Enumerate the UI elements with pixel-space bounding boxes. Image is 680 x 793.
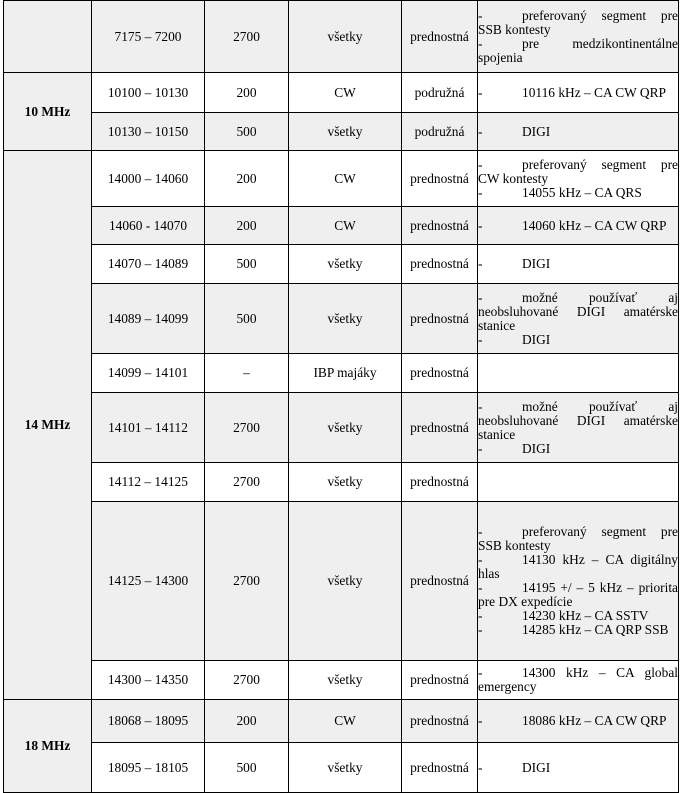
note-text: pre medzikontinentálne spojenia bbox=[478, 35, 678, 65]
bullet-dash: - bbox=[478, 123, 483, 139]
frequency-range-cell: 7175 – 7200 bbox=[92, 1, 205, 73]
note-text: možné používať aj neobsluhované DIGI amatérske stanice bbox=[478, 289, 678, 333]
note-item bbox=[478, 333, 678, 347]
table-row bbox=[4, 743, 679, 793]
band-label-cell bbox=[4, 1, 92, 73]
table-row bbox=[4, 661, 679, 700]
priority-cell: prednostná bbox=[402, 463, 478, 502]
note-text: 18086 kHz – CA CW QRP bbox=[522, 713, 667, 728]
bullet-dash: - bbox=[478, 84, 483, 100]
note-item bbox=[478, 581, 678, 609]
mode-cell: všetky bbox=[289, 245, 402, 284]
note-text: 14130 kHz – CA digitálny hlas bbox=[478, 552, 678, 581]
priority-cell: prednostná bbox=[402, 393, 478, 463]
note-item bbox=[478, 125, 678, 139]
frequency-range-cell: 14112 – 14125 bbox=[92, 463, 205, 502]
frequency-range-cell: 14101 – 14112 bbox=[92, 393, 205, 463]
bandwidth-cell: 2700 bbox=[205, 393, 289, 463]
mode-cell: všetky bbox=[289, 113, 402, 151]
bandwidth-cell: 200 bbox=[205, 700, 289, 743]
frequency-range-cell: 14300 – 14350 bbox=[92, 661, 205, 700]
bullet-dash: - bbox=[478, 713, 483, 728]
note-text: 14230 kHz – CA SSTV bbox=[522, 608, 649, 623]
priority-cell: prednostná bbox=[402, 207, 478, 245]
note-item bbox=[478, 9, 678, 37]
table-row bbox=[4, 354, 679, 393]
notes-cell bbox=[478, 284, 679, 354]
note-item bbox=[478, 86, 678, 100]
table-row bbox=[4, 393, 679, 463]
note-text: preferovaný segment pre CW kontesty bbox=[478, 156, 678, 186]
mode-cell: všetky bbox=[289, 1, 402, 73]
bandwidth-cell: 500 bbox=[205, 113, 289, 151]
note-text: 10116 kHz – CA CW QRP bbox=[522, 84, 666, 100]
table-row bbox=[4, 245, 679, 284]
bullet-dash: - bbox=[478, 580, 483, 595]
bandwidth-cell: 2700 bbox=[205, 661, 289, 700]
note-item bbox=[478, 525, 678, 553]
bandwidth-cell: 500 bbox=[205, 743, 289, 793]
note-text: 14060 kHz – CA CW QRP bbox=[522, 217, 667, 233]
note-item bbox=[478, 257, 678, 271]
priority-cell: prednostná bbox=[402, 245, 478, 284]
bandwidth-cell: 200 bbox=[205, 207, 289, 245]
notes-cell bbox=[478, 743, 679, 793]
table-row bbox=[4, 113, 679, 151]
frequency-range-cell: 14000 – 14060 bbox=[92, 151, 205, 207]
band-label-cell: 14 MHz bbox=[4, 151, 92, 700]
note-item bbox=[478, 609, 678, 623]
note-item bbox=[478, 37, 678, 65]
notes-cell bbox=[478, 245, 679, 284]
notes-cell bbox=[478, 661, 679, 700]
note-item bbox=[478, 291, 678, 333]
bandwidth-cell: 500 bbox=[205, 284, 289, 354]
bullet-dash: - bbox=[478, 7, 483, 23]
notes-cell bbox=[478, 207, 679, 245]
notes-cell bbox=[478, 151, 679, 207]
note-item bbox=[478, 623, 678, 637]
frequency-range-cell: 14060 - 14070 bbox=[92, 207, 205, 245]
bandwidth-cell: 2700 bbox=[205, 1, 289, 73]
frequency-range-cell: 14125 – 14300 bbox=[92, 502, 205, 661]
bandwidth-cell: 200 bbox=[205, 73, 289, 113]
note-text: 14285 kHz – CA QRP SSB bbox=[522, 622, 669, 637]
bandwidth-cell: 500 bbox=[205, 245, 289, 284]
priority-cell: prednostná bbox=[402, 284, 478, 354]
note-text: 14195 +/ – 5 kHz – priorita pre DX expedície bbox=[478, 580, 678, 609]
bullet-dash: - bbox=[478, 398, 483, 414]
note-text: DIGI bbox=[522, 256, 551, 271]
note-text: preferovaný segment pre SSB kontesty bbox=[478, 7, 678, 37]
bullet-dash: - bbox=[478, 35, 483, 51]
notes-cell bbox=[478, 463, 679, 502]
note-item bbox=[478, 761, 678, 775]
note-text: DIGI bbox=[522, 331, 551, 347]
bullet-dash: - bbox=[478, 289, 483, 305]
bullet-dash: - bbox=[478, 622, 483, 637]
mode-cell: IBP majáky bbox=[289, 354, 402, 393]
note-text: DIGI bbox=[522, 759, 551, 775]
priority-cell: prednostná bbox=[402, 354, 478, 393]
notes-cell bbox=[478, 502, 679, 661]
notes-cell bbox=[478, 354, 679, 393]
bandwidth-cell: – bbox=[205, 354, 289, 393]
table-row bbox=[4, 463, 679, 502]
mode-cell: všetky bbox=[289, 661, 402, 700]
priority-cell: prednostná bbox=[402, 1, 478, 73]
bullet-dash: - bbox=[478, 331, 483, 347]
bullet-dash: - bbox=[478, 524, 483, 539]
priority-cell: prednostná bbox=[402, 743, 478, 793]
bandwidth-cell: 2700 bbox=[205, 502, 289, 661]
priority-cell: podružná bbox=[402, 73, 478, 113]
band-label-cell: 10 MHz bbox=[4, 73, 92, 151]
note-item bbox=[478, 442, 678, 456]
note-text: 14055 kHz – CA QRS bbox=[522, 184, 642, 200]
frequency-range-cell: 14089 – 14099 bbox=[92, 284, 205, 354]
bullet-dash: - bbox=[478, 440, 483, 456]
note-text: DIGI bbox=[522, 440, 551, 456]
note-item bbox=[478, 158, 678, 186]
table-row bbox=[4, 502, 679, 661]
note-item bbox=[478, 219, 678, 233]
mode-cell: všetky bbox=[289, 743, 402, 793]
band-label-cell: 18 MHz bbox=[4, 700, 92, 793]
note-item bbox=[478, 186, 678, 200]
table-row bbox=[4, 151, 679, 207]
note-item bbox=[478, 714, 678, 728]
mode-cell: CW bbox=[289, 207, 402, 245]
frequency-range-cell: 18095 – 18105 bbox=[92, 743, 205, 793]
note-text: 14300 kHz – CA global emergency bbox=[478, 665, 678, 694]
table-row bbox=[4, 700, 679, 743]
note-item bbox=[478, 553, 678, 581]
mode-cell: CW bbox=[289, 73, 402, 113]
note-text: možné používať aj neobsluhované DIGI amatérske stanice bbox=[478, 398, 678, 442]
notes-cell bbox=[478, 1, 679, 73]
bullet-dash: - bbox=[478, 665, 483, 680]
frequency-range-cell: 10130 – 10150 bbox=[92, 113, 205, 151]
bullet-dash: - bbox=[478, 552, 483, 567]
mode-cell: všetky bbox=[289, 463, 402, 502]
notes-cell bbox=[478, 393, 679, 463]
bullet-dash: - bbox=[478, 156, 483, 172]
table-row bbox=[4, 207, 679, 245]
mode-cell: CW bbox=[289, 151, 402, 207]
bullet-dash: - bbox=[478, 759, 483, 775]
mode-cell: všetky bbox=[289, 502, 402, 661]
notes-cell bbox=[478, 73, 679, 113]
bandwidth-cell: 2700 bbox=[205, 463, 289, 502]
priority-cell: prednostná bbox=[402, 502, 478, 661]
band-plan-table bbox=[3, 0, 679, 793]
notes-cell bbox=[478, 700, 679, 743]
priority-cell: prednostná bbox=[402, 700, 478, 743]
frequency-range-cell: 14099 – 14101 bbox=[92, 354, 205, 393]
priority-cell: prednostná bbox=[402, 151, 478, 207]
note-item bbox=[478, 400, 678, 442]
band-plan-body bbox=[4, 1, 679, 793]
mode-cell: všetky bbox=[289, 284, 402, 354]
mode-cell: CW bbox=[289, 700, 402, 743]
bullet-dash: - bbox=[478, 184, 483, 200]
table-row bbox=[4, 73, 679, 113]
mode-cell: všetky bbox=[289, 393, 402, 463]
priority-cell: prednostná bbox=[402, 661, 478, 700]
notes-cell bbox=[478, 113, 679, 151]
table-row bbox=[4, 284, 679, 354]
note-text: preferovaný segment pre SSB kontesty bbox=[478, 524, 678, 553]
frequency-range-cell: 14070 – 14089 bbox=[92, 245, 205, 284]
frequency-range-cell: 10100 – 10130 bbox=[92, 73, 205, 113]
bullet-dash: - bbox=[478, 217, 483, 233]
frequency-range-cell: 18068 – 18095 bbox=[92, 700, 205, 743]
bullet-dash: - bbox=[478, 608, 483, 623]
note-item bbox=[478, 666, 678, 694]
note-text: DIGI bbox=[522, 123, 551, 139]
table-row bbox=[4, 1, 679, 73]
bandwidth-cell: 200 bbox=[205, 151, 289, 207]
bullet-dash: - bbox=[478, 256, 483, 271]
priority-cell: podružná bbox=[402, 113, 478, 151]
